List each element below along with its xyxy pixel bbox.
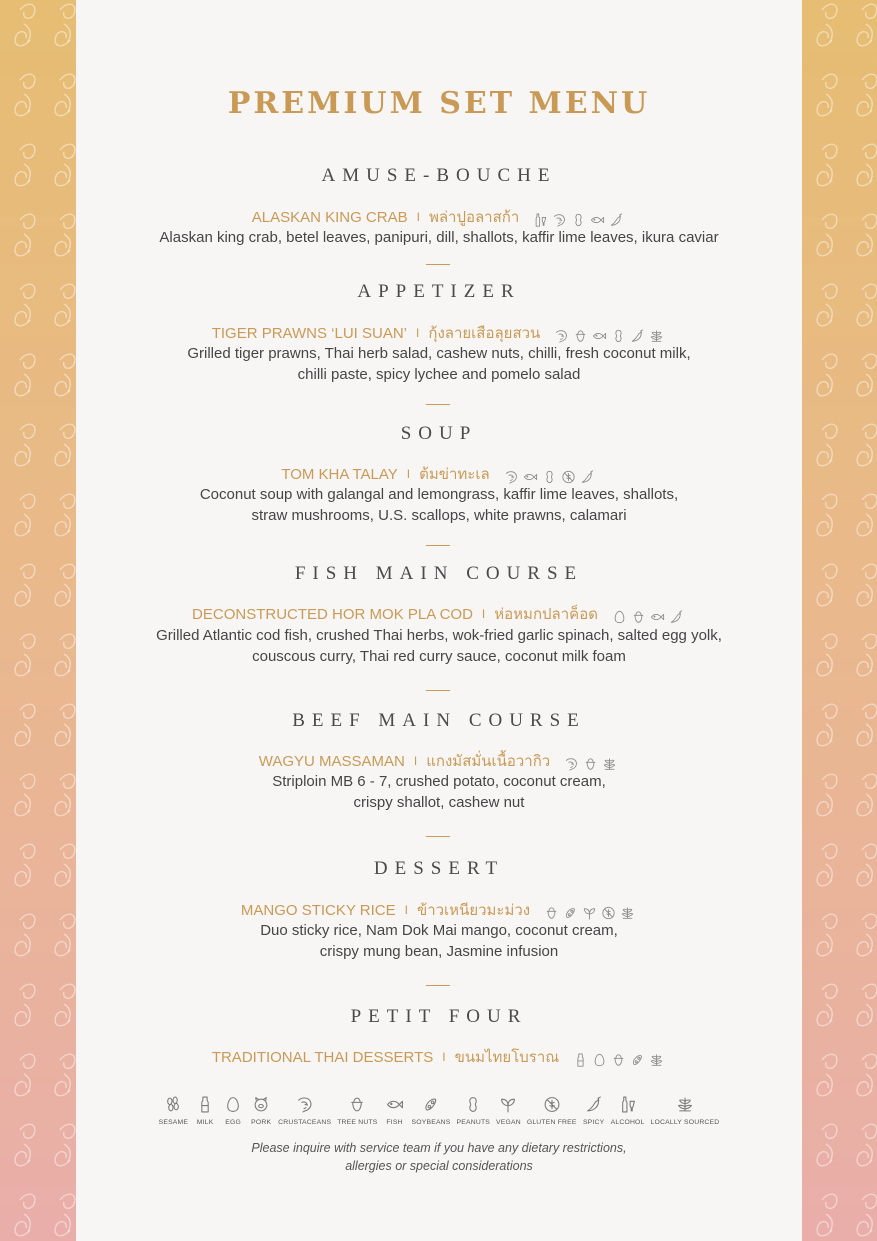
legend-label: VEGAN: [496, 1119, 521, 1126]
alcohol-icon: [619, 1096, 637, 1113]
right-decorative-border: [802, 0, 877, 1241]
dish-name: ALASKAN KING CRAB: [251, 209, 408, 226]
dish-thai-name: ต้มข่าทะเล: [419, 466, 490, 483]
peanuts-icon: [464, 1096, 482, 1113]
section-divider: [426, 545, 450, 546]
alcohol-icon: [533, 213, 548, 227]
allergen-legend: [126, 1096, 752, 1126]
dish-allergen-icons: [610, 608, 686, 625]
legend-item: [527, 1096, 577, 1126]
legend-item: [250, 1096, 272, 1126]
crustaceans-icon: [296, 1096, 314, 1113]
legend-item: [159, 1096, 189, 1126]
menu-page: [76, 0, 802, 1241]
spicy-icon: [630, 329, 645, 343]
legend-label: PORK: [251, 1119, 272, 1126]
gluten-free-icon: [561, 470, 576, 484]
page-title: PREMIUM SET MENU: [227, 86, 651, 121]
section-heading: APPETIZER: [357, 281, 521, 302]
dish-separator: I: [481, 607, 486, 621]
dish-allergen-icons: [571, 1051, 666, 1068]
egg-icon: [612, 610, 627, 624]
dish-description-line: Striploin MB 6 - 7, crushed potato, coconut cream,: [272, 773, 606, 790]
dish-separator: I: [404, 903, 408, 917]
fish-icon: [592, 329, 607, 343]
legend-item: [496, 1096, 521, 1126]
dish-description: [76, 626, 802, 667]
dish-description-line: couscous curry, Thai red curry sauce, coconut milk foam: [252, 647, 626, 665]
crustaceans-icon: [554, 329, 569, 343]
dish-name: TOM KHA TALAY: [281, 466, 398, 483]
crustaceans-icon: [504, 470, 519, 484]
dish-description-line: crispy mung bean, Jasmine infusion: [319, 942, 559, 960]
legend-label: PEANUTS: [456, 1119, 491, 1126]
dish-name: WAGYU MASSAMAN: [258, 753, 405, 770]
legend-label: SPICY: [582, 1119, 605, 1126]
soybeans-icon: [630, 1053, 645, 1067]
section-heading: PETIT FOUR: [350, 1006, 528, 1027]
tree-nuts-icon: [573, 329, 588, 343]
dish-title: [76, 602, 802, 626]
crustaceans-icon: [552, 213, 567, 227]
section-heading: DESSERT: [373, 858, 505, 879]
legend-item: [651, 1096, 720, 1126]
dish-separator: I: [442, 1050, 446, 1064]
dish-thai-name: ขนมไทยโบราณ: [454, 1049, 560, 1066]
section-divider: [426, 264, 450, 265]
dish-name: TRADITIONAL THAI DESSERTS: [211, 1049, 434, 1066]
locally-sourced-icon: [649, 1053, 664, 1067]
peanuts-icon: [571, 213, 586, 227]
legend-item: [194, 1096, 216, 1126]
dish-description-line: Alaskan king crab, betel leaves, panipuri, dill, shallots, kaffir lime leaves, ikura caviar: [159, 229, 719, 246]
soybeans-icon: [563, 906, 578, 920]
dish-description-line: Grilled tiger prawns, Thai herb salad, cashew nuts, chilli, fresh coconut milk,: [187, 345, 691, 362]
legend-label: MILK: [196, 1119, 214, 1126]
fish-icon: [523, 470, 538, 484]
locally-sourced-icon: [649, 329, 664, 343]
tree-nuts-icon: [583, 757, 598, 771]
tree-nuts-icon: [544, 906, 559, 920]
fish-icon: [386, 1096, 404, 1113]
legend-label: FISH: [386, 1119, 403, 1126]
dish-allergen-icons: [542, 904, 637, 921]
dish-thai-name: ข้าวเหนียวมะม่วง: [416, 902, 531, 919]
dish-description-line: crispy shallot, cashew nut: [353, 793, 525, 811]
dish-description: [76, 772, 802, 813]
dietary-note-line: Please inquire with service team if you have any dietary restrictions,: [251, 1141, 627, 1155]
legend-item: [583, 1096, 605, 1126]
fish-icon: [650, 610, 665, 624]
dietary-note: [76, 1139, 802, 1175]
dish-name: MANGO STICKY RICE: [240, 902, 396, 919]
gluten-free-icon: [543, 1096, 561, 1113]
locally-sourced-icon: [602, 757, 617, 771]
dish-separator: I: [416, 326, 420, 340]
legend-item: [384, 1096, 406, 1126]
dish-allergen-icons: [531, 211, 626, 228]
dish-thai-name: แกงมัสมั่นเนื้อวากิว: [426, 753, 551, 770]
dish-thai-name: กุ้งลายเสือลุยสวน: [428, 325, 541, 342]
egg-icon: [592, 1053, 607, 1067]
dish-separator: I: [416, 210, 420, 224]
sesame-icon: [164, 1096, 182, 1113]
spicy-icon: [669, 610, 684, 624]
legend-item: [222, 1096, 244, 1126]
dish-separator: I: [413, 754, 418, 768]
fish-icon: [590, 213, 605, 227]
dish-description-line: chilli paste, spicy lychee and pomelo salad: [297, 365, 581, 383]
spicy-icon: [585, 1096, 603, 1113]
legend-label: GLUTEN FREE: [526, 1119, 577, 1126]
peanuts-icon: [611, 329, 626, 343]
left-decorative-border: [0, 0, 76, 1241]
legend-label: SESAME: [158, 1119, 189, 1126]
section-divider: [426, 836, 450, 837]
dish-description: [76, 344, 802, 385]
dish-description-line: Coconut soup with galangal and lemongrass, kaffir lime leaves, shallots,: [199, 486, 679, 503]
section-heading: BEEF MAIN COURSE: [292, 710, 586, 731]
locally-sourced-icon: [620, 906, 635, 920]
milk-icon: [573, 1053, 588, 1067]
dish-title: [76, 749, 802, 773]
section-divider: [426, 690, 450, 691]
dish-title: [76, 321, 802, 345]
dish-thai-name: ห่อหมกปลาค็อด: [494, 606, 598, 623]
spicy-icon: [580, 470, 595, 484]
dish-description: [76, 228, 802, 249]
legend-label: CRUSTACEANS: [278, 1119, 332, 1126]
gluten-free-icon: [601, 906, 616, 920]
spicy-icon: [609, 213, 624, 227]
dietary-note-line: allergies or special considerations: [345, 1159, 533, 1173]
dish-description: [76, 921, 802, 962]
dish-allergen-icons: [562, 755, 619, 772]
legend-item: [457, 1096, 491, 1126]
legend-item: [278, 1096, 331, 1126]
dish-name: TIGER PRAWNS ‘LUI SUAN’: [211, 325, 408, 342]
section-heading: FISH MAIN COURSE: [294, 563, 584, 584]
legend-label: TREE NUTS: [337, 1119, 378, 1126]
dish-title: [76, 205, 802, 229]
legend-label: EGG: [225, 1119, 241, 1126]
legend-item: [611, 1096, 645, 1126]
vegan-icon: [582, 906, 597, 920]
soybeans-icon: [422, 1096, 440, 1113]
dish-description: [76, 485, 802, 526]
egg-icon: [224, 1096, 242, 1113]
section-divider: [426, 404, 450, 405]
dish-allergen-icons: [502, 468, 597, 485]
section-divider: [426, 985, 450, 986]
dish-description-line: Duo sticky rice, Nam Dok Mai mango, coconut cream,: [260, 922, 618, 939]
dish-title: [76, 1045, 802, 1069]
legend-label: LOCALLY SOURCED: [650, 1119, 720, 1126]
vegan-icon: [499, 1096, 517, 1113]
dish-allergen-icons: [552, 327, 666, 344]
crustaceans-icon: [564, 757, 579, 771]
legend-label: ALCOHOL: [610, 1119, 645, 1126]
peanuts-icon: [542, 470, 557, 484]
milk-icon: [196, 1096, 214, 1113]
section-heading: AMUSE-BOUCHE: [321, 165, 557, 186]
dish-name: DECONSTRUCTED HOR MOK PLA COD: [192, 606, 473, 623]
legend-item: [337, 1096, 377, 1126]
locally-sourced-icon: [676, 1096, 694, 1113]
section-heading: SOUP: [400, 423, 478, 444]
legend-label: SOYBEANS: [411, 1119, 451, 1126]
dish-description-line: Grilled Atlantic cod fish, crushed Thai herbs, wok-fried garlic spinach, salted egg yolk,: [156, 627, 722, 644]
dish-thai-name: พล่าปูอลาสก้า: [428, 209, 520, 226]
legend-item: [412, 1096, 451, 1126]
tree-nuts-icon: [348, 1096, 366, 1113]
dish-description-line: straw mushrooms, U.S. scallops, white prawns, calamari: [251, 506, 627, 524]
pork-icon: [252, 1096, 270, 1113]
dish-title: [76, 462, 802, 486]
tree-nuts-icon: [631, 610, 646, 624]
dish-separator: I: [406, 467, 411, 481]
tree-nuts-icon: [611, 1053, 626, 1067]
dish-title: [76, 898, 802, 922]
